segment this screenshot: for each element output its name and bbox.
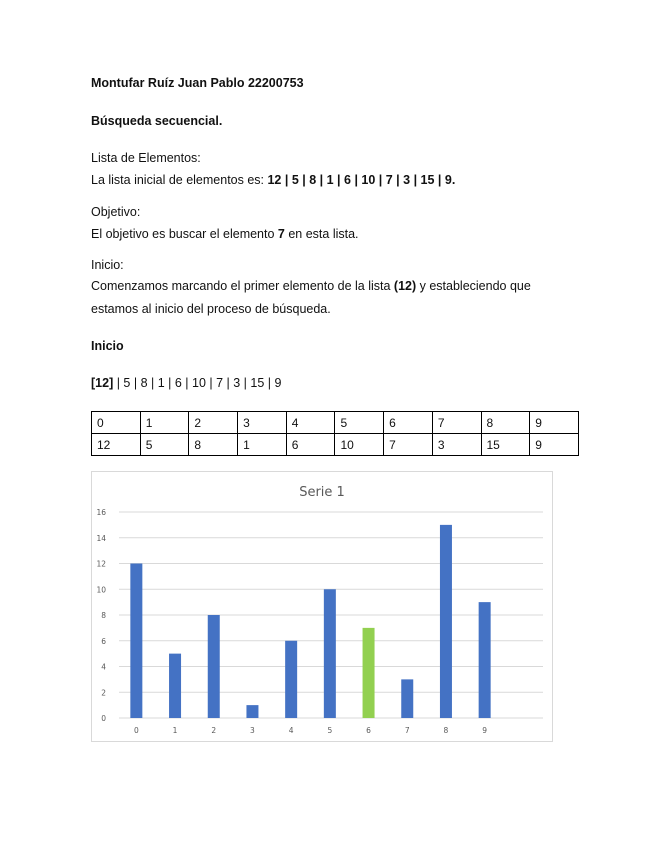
index-cell: 6 bbox=[384, 412, 433, 434]
y-tick-label: 16 bbox=[96, 508, 106, 517]
x-tick-label: 3 bbox=[250, 726, 255, 735]
y-tick-label: 12 bbox=[96, 559, 106, 569]
index-cell: 9 bbox=[530, 412, 579, 434]
bar bbox=[440, 525, 452, 718]
document-title: Búsqueda secuencial. bbox=[91, 114, 223, 128]
index-cell: 2 bbox=[189, 412, 238, 434]
value-cell: 3 bbox=[432, 434, 481, 456]
bar-highlighted bbox=[363, 628, 375, 718]
value-cell: 8 bbox=[189, 434, 238, 456]
value-cell: 9 bbox=[530, 434, 579, 456]
bar bbox=[130, 564, 142, 719]
objective-target: 7 bbox=[277, 227, 285, 241]
value-cell: 5 bbox=[140, 434, 189, 456]
objective-paragraph bbox=[91, 227, 359, 241]
objective-text-before: El objetivo es buscar el elemento bbox=[91, 227, 278, 241]
chart-title: Serie 1 bbox=[299, 485, 345, 500]
array-table bbox=[91, 411, 579, 456]
index-row bbox=[92, 412, 579, 434]
x-tick-label: 4 bbox=[288, 726, 294, 735]
index-cell: 8 bbox=[481, 412, 530, 434]
bar bbox=[246, 705, 258, 718]
x-tick-label: 1 bbox=[172, 726, 178, 735]
y-tick-label: 4 bbox=[101, 662, 106, 672]
start-heading: Inicio: bbox=[91, 258, 124, 272]
bar bbox=[285, 641, 297, 718]
x-tick-label: 7 bbox=[404, 726, 410, 735]
x-tick-label: 2 bbox=[211, 726, 217, 735]
x-tick-label: 8 bbox=[443, 726, 449, 735]
bar bbox=[169, 654, 181, 718]
step-list bbox=[91, 376, 281, 390]
bar bbox=[479, 602, 491, 718]
start-paragraph-line1 bbox=[91, 279, 531, 293]
objective-text-after: en esta lista. bbox=[284, 227, 359, 241]
start-paragraph-line2: estamos al inicio del proceso de búsqueda. bbox=[91, 302, 331, 316]
chart-canvas bbox=[92, 472, 552, 741]
value-cell: 10 bbox=[335, 434, 384, 456]
value-row bbox=[92, 434, 579, 456]
bar bbox=[324, 589, 336, 718]
y-tick-label: 6 bbox=[101, 636, 106, 646]
value-cell: 15 bbox=[481, 434, 530, 456]
start-first-element: (12) bbox=[393, 279, 417, 293]
objective-heading: Objetivo: bbox=[91, 205, 141, 219]
bar bbox=[401, 679, 413, 718]
y-tick-label: 8 bbox=[101, 611, 106, 620]
index-cell: 1 bbox=[140, 412, 189, 434]
start-text-after: y estableciendo que bbox=[416, 279, 531, 293]
x-tick-label: 9 bbox=[482, 726, 488, 735]
list-intro: La lista inicial de elementos es: bbox=[91, 173, 268, 187]
x-tick-label: 0 bbox=[133, 726, 139, 735]
bar bbox=[208, 615, 220, 718]
step-rest: | 5 | 8 | 1 | 6 | 10 | 7 | 3 | 15 | 9 bbox=[113, 376, 282, 390]
index-cell: 5 bbox=[335, 412, 384, 434]
index-cell: 4 bbox=[286, 412, 335, 434]
value-cell: 7 bbox=[384, 434, 433, 456]
y-tick-label: 10 bbox=[96, 585, 106, 595]
list-paragraph bbox=[91, 173, 455, 187]
value-cell: 12 bbox=[92, 434, 141, 456]
author-line: Montufar Ruíz Juan Pablo 22200753 bbox=[91, 76, 304, 90]
step-heading: Inicio bbox=[91, 339, 124, 353]
index-cell: 7 bbox=[432, 412, 481, 434]
bar-chart bbox=[91, 471, 553, 742]
value-cell: 1 bbox=[238, 434, 287, 456]
y-tick-label: 2 bbox=[101, 688, 106, 698]
start-text-before: Comenzamos marcando el primer elemento de la lista bbox=[91, 279, 394, 293]
y-tick-label: 0 bbox=[101, 714, 106, 723]
value-cell: 6 bbox=[286, 434, 335, 456]
index-cell: 0 bbox=[92, 412, 141, 434]
initial-list: 12 | 5 | 8 | 1 | 6 | 10 | 7 | 3 | 15 | 9. bbox=[267, 173, 456, 187]
index-cell: 3 bbox=[238, 412, 287, 434]
step-marked-element: [12] bbox=[91, 376, 114, 390]
list-heading: Lista de Elementos: bbox=[91, 151, 201, 165]
x-tick-label: 5 bbox=[327, 726, 333, 735]
y-tick-label: 14 bbox=[96, 533, 106, 543]
x-tick-label: 6 bbox=[366, 726, 371, 735]
